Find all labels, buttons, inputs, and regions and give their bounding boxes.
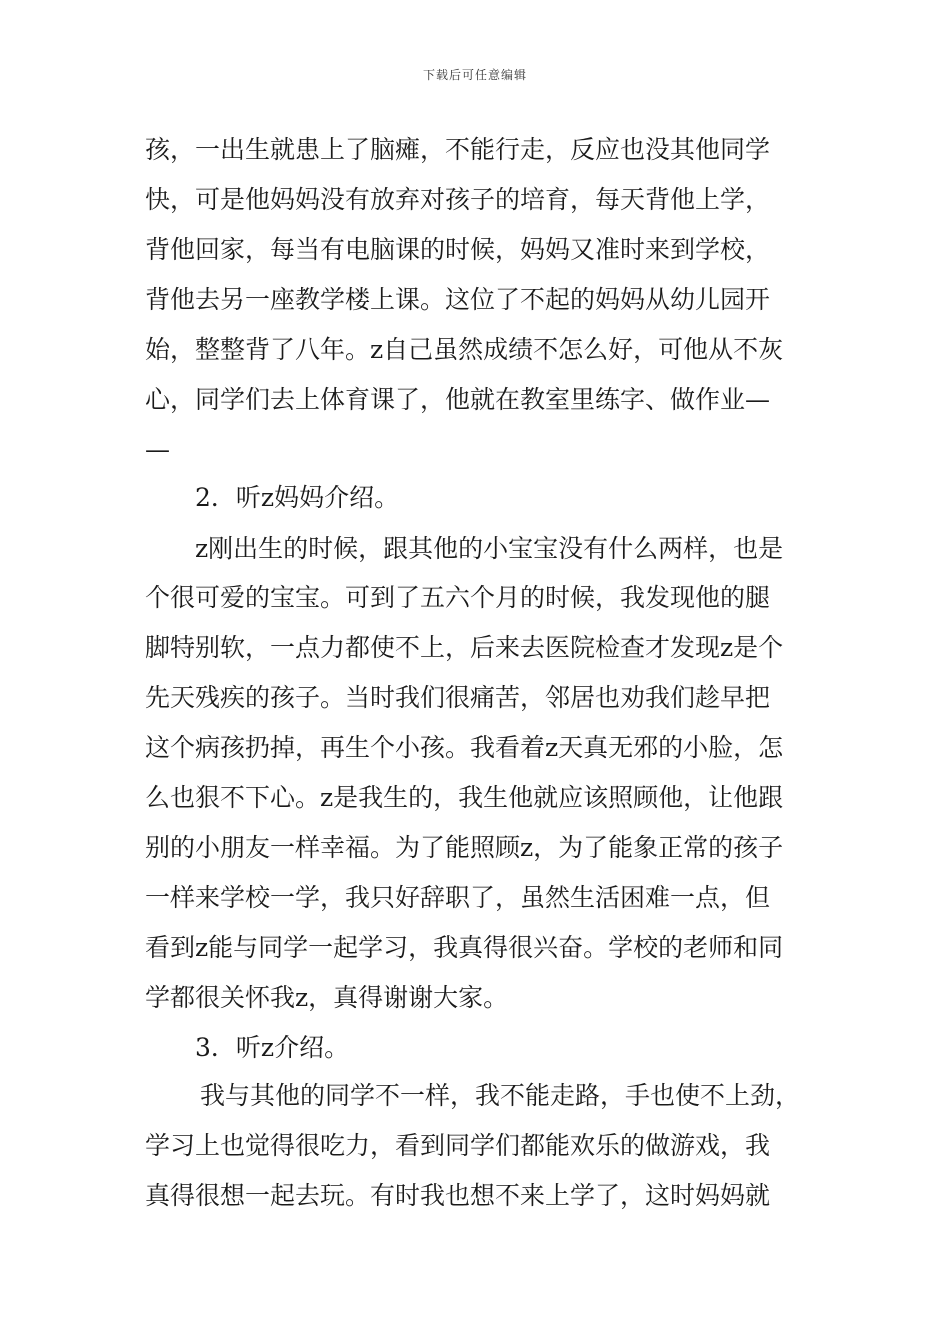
text-line: 一样来学校一学，我只好辞职了，虽然生活困难一点，但 [145, 883, 771, 912]
text-line: 孩，一出生就患上了脑瘫，不能行走，反应也没其他同学 [145, 135, 771, 164]
text-line: 背他回家，每当有电脑课的时候，妈妈又准时来到学校， [145, 235, 771, 264]
text-line: 学习上也觉得很吃力，看到同学们都能欢乐的做游戏，我 [145, 1131, 771, 1160]
text-line: 背他去另一座教学楼上课。这位了不起的妈妈从幼儿园开 [145, 285, 771, 314]
section-heading: 3．听z介绍。 [195, 1033, 350, 1062]
section-heading: 2．听z妈妈介绍。 [195, 483, 400, 512]
text-line: z刚出生的时候，跟其他的小宝宝没有什么两样，也是 [195, 534, 784, 563]
text-line: 先天残疾的孩子。当时我们很痛苦，邻居也劝我们趁早把 [145, 683, 771, 712]
text-line: 心，同学们去上体育课了，他就在教室里练字、做作业— [145, 385, 771, 414]
text-line: 真得很想一起去玩。有时我也想不来上学了，这时妈妈就 [145, 1181, 771, 1210]
text-line: — [145, 435, 170, 464]
text-line: 快，可是他妈妈没有放弃对孩子的培育，每天背他上学， [145, 185, 771, 214]
text-line: 看到z能与同学一起学习，我真得很兴奋。学校的老师和同 [145, 933, 784, 962]
text-line: 我与其他的同学不一样，我不能走路，手也使不上劲， [200, 1081, 801, 1110]
text-line: 脚特别软，一点力都使不上，后来去医院检查才发现z是个 [145, 633, 784, 662]
page-header-note: 下载后可任意编辑 [422, 68, 527, 82]
text-line: 这个病孩扔掉，再生个小孩。我看着z天真无邪的小脸，怎 [145, 733, 784, 762]
text-line: 学都很关怀我z，真得谢谢大家。 [145, 983, 509, 1012]
text-line: 始，整整背了八年。z自己虽然成绩不怎么好，可他从不灰 [145, 335, 784, 364]
text-line: 个很可爱的宝宝。可到了五六个月的时候，我发现他的腿 [145, 583, 771, 612]
text-line: 么也狠不下心。z是我生的，我生他就应该照顾他，让他跟 [145, 783, 784, 812]
text-line: 别的小朋友一样幸福。为了能照顾z，为了能象正常的孩子 [145, 833, 784, 862]
